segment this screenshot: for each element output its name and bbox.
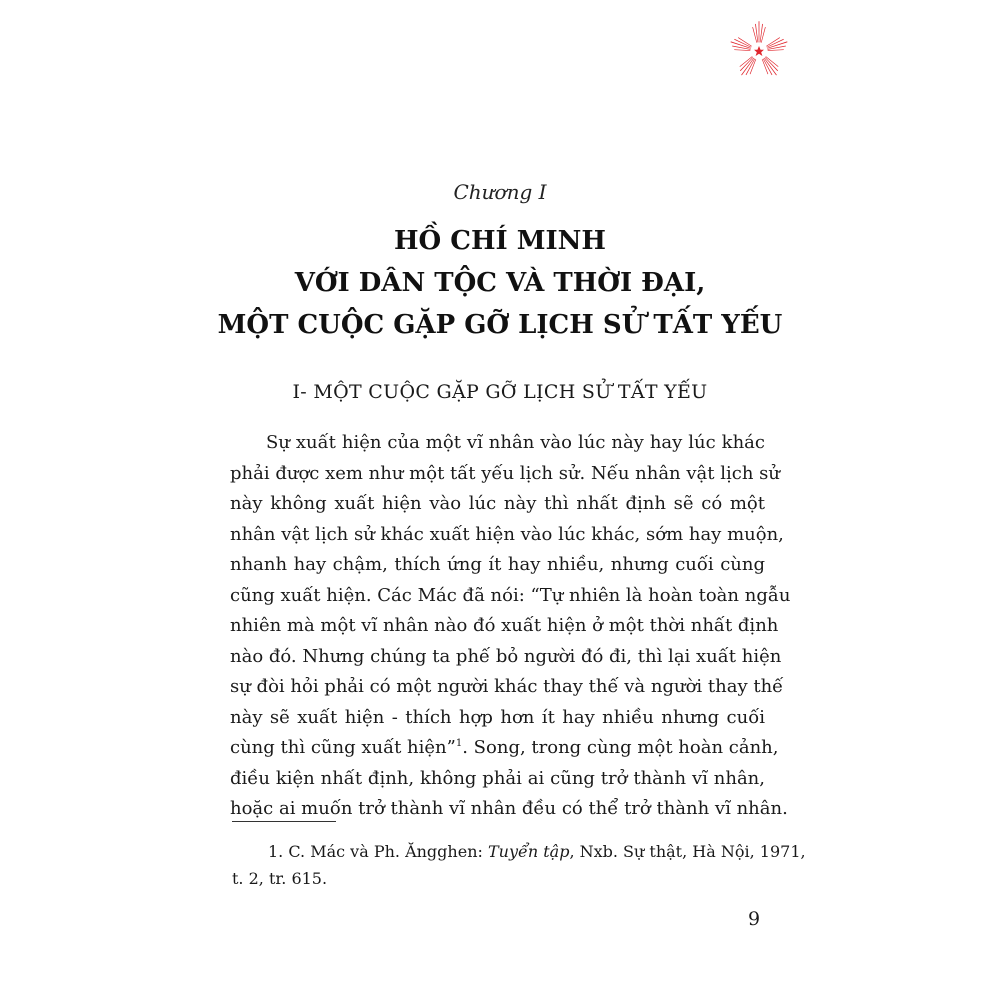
body-line-with-footnote — [230, 733, 779, 764]
logo-ray — [766, 56, 779, 67]
body-line: nhiên mà một vĩ nhân nào đó xuất hiện ở một thời nhất định — [230, 615, 779, 636]
page-number: 9 — [748, 908, 761, 930]
chapter-title-line-2: VỚI DÂN TỘC VÀ THỜI ĐẠI, — [294, 268, 706, 298]
footnote-book-title: Tuyển tập — [487, 842, 570, 861]
body-line: Sự xuất hiện của một vĩ nhân vào lúc này hay lúc khác — [266, 432, 765, 453]
logo-ray — [734, 49, 750, 51]
body-line: này sẽ xuất hiện - thích hợp hơn ít hay nhiều nhưng cuối — [230, 706, 765, 728]
logo-ray — [740, 56, 753, 67]
body-line: hoặc ai muốn trở thành vĩ nhân đều có thể trở thành vĩ nhân. — [230, 798, 788, 819]
logo-ray — [755, 24, 758, 43]
body-line: sự đòi hỏi phải có một người khác thay thế và người thay thế — [230, 676, 784, 697]
footnote-line: t. 2, tr. 615. — [232, 869, 328, 888]
logo-ray — [760, 24, 763, 43]
logo-ray — [768, 49, 784, 51]
body-line: này không xuất hiện vào lúc này thì nhất định sẽ có một — [230, 493, 765, 514]
footnote-divider — [232, 821, 336, 822]
body-line-part: . Song, trong cùng một hoàn cảnh, — [462, 737, 779, 758]
chapter-title — [0, 220, 1000, 346]
publisher-star-logo-icon — [728, 20, 790, 82]
footnote-reference[interactable]: 1 — [455, 738, 463, 749]
chapter-title-line-3: MỘT CUỘC GẶP GỠ LỊCH SỬ TẤT YẾU — [217, 310, 783, 340]
body-line: nhân vật lịch sử khác xuất hiện vào lúc khác, sớm hay muộn, — [230, 523, 784, 545]
footnote-suffix: , Nxb. Sự thật, Hà Nội, 1971, — [569, 842, 806, 861]
body-line-part: cùng thì cũng xuất hiện” — [230, 737, 456, 758]
body-line: phải được xem như một tất yếu lịch sử. Nếu nhân vật lịch sử — [230, 462, 780, 484]
chapter-title-line-1: HỒ CHÍ MINH — [393, 226, 606, 256]
body-line: nhanh hay chậm, thích ứng ít hay nhiều, nhưng cuối cùng — [230, 554, 765, 575]
logo-ray — [740, 57, 753, 71]
section-heading: I- MỘT CUỘC GẶP GỠ LỊCH SỬ TẤT YẾU — [292, 381, 708, 403]
footnote-prefix: 1. C. Mác và Ph. Ăngghen: — [268, 842, 488, 861]
body-line: nào đó. Nhưng chúng ta phế bỏ người đó đi, thì lại xuất hiện — [230, 645, 782, 667]
logo-ray — [765, 57, 778, 71]
chapter-label: Chương I — [453, 180, 547, 204]
footnote-line — [232, 838, 806, 865]
body-line: điều kiện nhất định, không phải ai cũng trở thành vĩ nhân, — [230, 767, 765, 789]
body-paragraph — [230, 428, 791, 825]
body-line: cũng xuất hiện. Các Mác đã nói: “Tự nhiên là hoàn toàn ngẫu — [230, 584, 791, 606]
logo-ray — [759, 21, 760, 42]
footnote — [232, 838, 806, 892]
